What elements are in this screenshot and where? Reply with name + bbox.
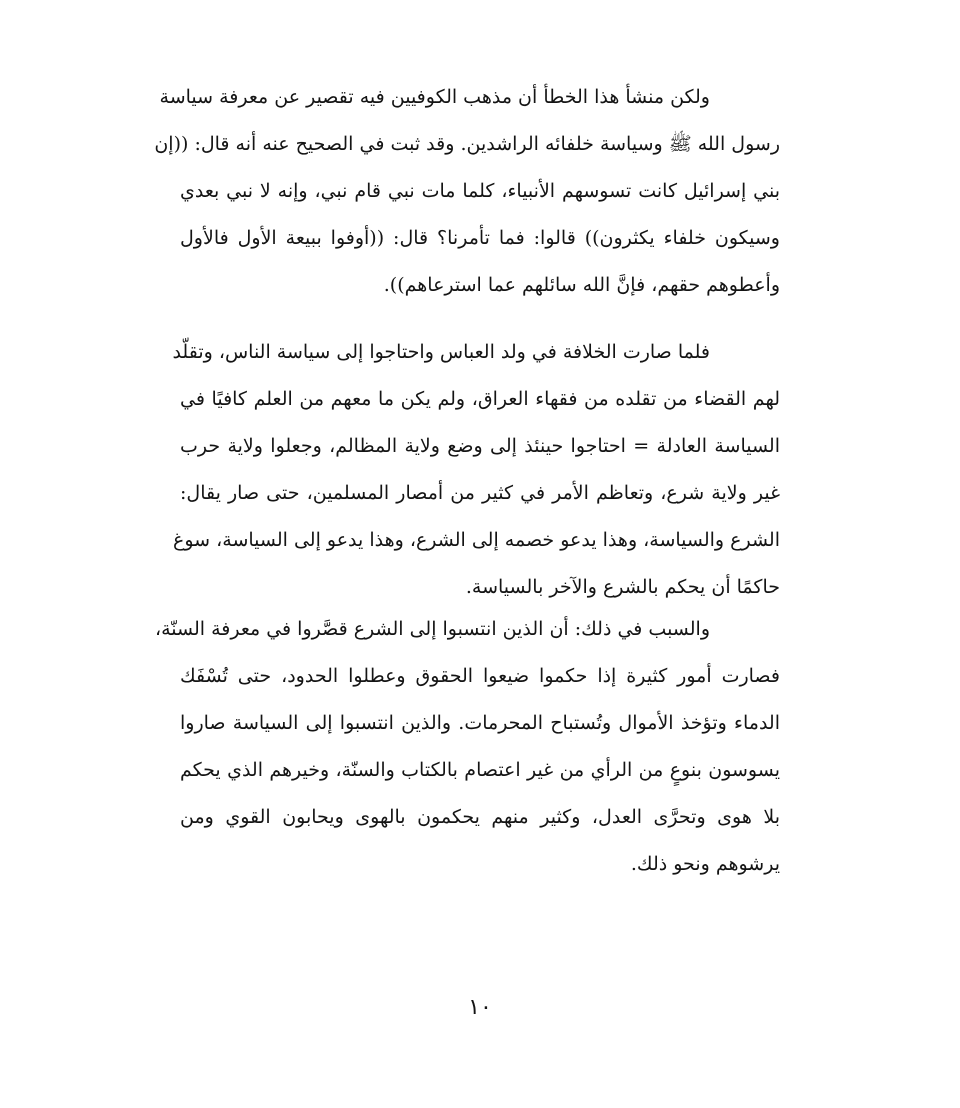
paragraph-line: السياسة العادلة = احتاجوا حينئذ إلى وضع ولاية المظالم، وجعلوا ولاية حرب xyxy=(180,435,780,457)
paragraph-line: ولكن منشأ هذا الخطأ أن مذهب الكوفيين فيه تقصير عن معرفة سياسة xyxy=(159,86,710,108)
paragraph-line: غير ولاية شرع، وتعاظم الأمر في كثير من أمصار المسلمين، حتى صار يقال: xyxy=(180,482,780,504)
paragraph-line: بني إسرائيل كانت تسوسهم الأنبياء، كلما مات نبي قام نبي، وإنه لا نبي بعدي xyxy=(180,180,780,202)
paragraph-line: بلا هوى وتحرَّى العدل، وكثير منهم يحكمون بالهوى ويحابون القوي ومن xyxy=(180,806,780,828)
paragraph-line: وأعطوهم حقهم، فإنَّ الله سائلهم عما استرعاهم)). xyxy=(383,274,780,296)
paragraph-line: الشرع والسياسة، وهذا يدعو خصمه إلى الشرع، وهذا يدعو إلى السياسة، سوغ xyxy=(173,529,780,551)
paragraph-line: يرشوهم ونحو ذلك. xyxy=(630,853,780,875)
paragraph-line: رسول الله ﷺ وسياسة خلفائه الراشدين. وقد ثبت في الصحيح عنه أنه قال: ((إن xyxy=(154,133,780,155)
paragraph-1 xyxy=(154,74,780,309)
paragraph-line: والسبب في ذلك: أن الذين انتسبوا إلى الشرع قصَّروا في معرفة السنّة، xyxy=(154,618,710,640)
paragraph-line: فصارت أمور كثيرة إذا حكموا ضيعوا الحقوق وعطلوا الحدود، حتى تُسْفَك xyxy=(180,665,780,687)
page-number: ١٠ xyxy=(468,995,492,1020)
paragraph-2 xyxy=(172,329,780,611)
paragraph-line: فلما صارت الخلافة في ولد العباس واحتاجوا إلى سياسة الناس، وتقلّد xyxy=(172,341,710,363)
paragraph-line: وسيكون خلفاء يكثرون)) قالوا: فما تأمرنا؟ قال: ((أوفوا ببيعة الأول فالأول xyxy=(180,227,780,249)
paragraph-line: يسوسون بنوعٍ من الرأي من غير اعتصام بالكتاب والسنّة، وخيرهم الذي يحكم xyxy=(180,759,780,781)
paragraph-line: الدماء وتؤخذ الأموال وتُستباح المحرمات. والذين انتسبوا إلى السياسة صاروا xyxy=(180,712,780,734)
paragraph-3 xyxy=(154,606,780,888)
paragraph-line: لهم القضاء من تقلده من فقهاء العراق، ولم يكن ما معهم من العلم كافيًا في xyxy=(180,388,780,410)
paragraph-line: حاكمًا أن يحكم بالشرع والآخر بالسياسة. xyxy=(465,576,780,598)
